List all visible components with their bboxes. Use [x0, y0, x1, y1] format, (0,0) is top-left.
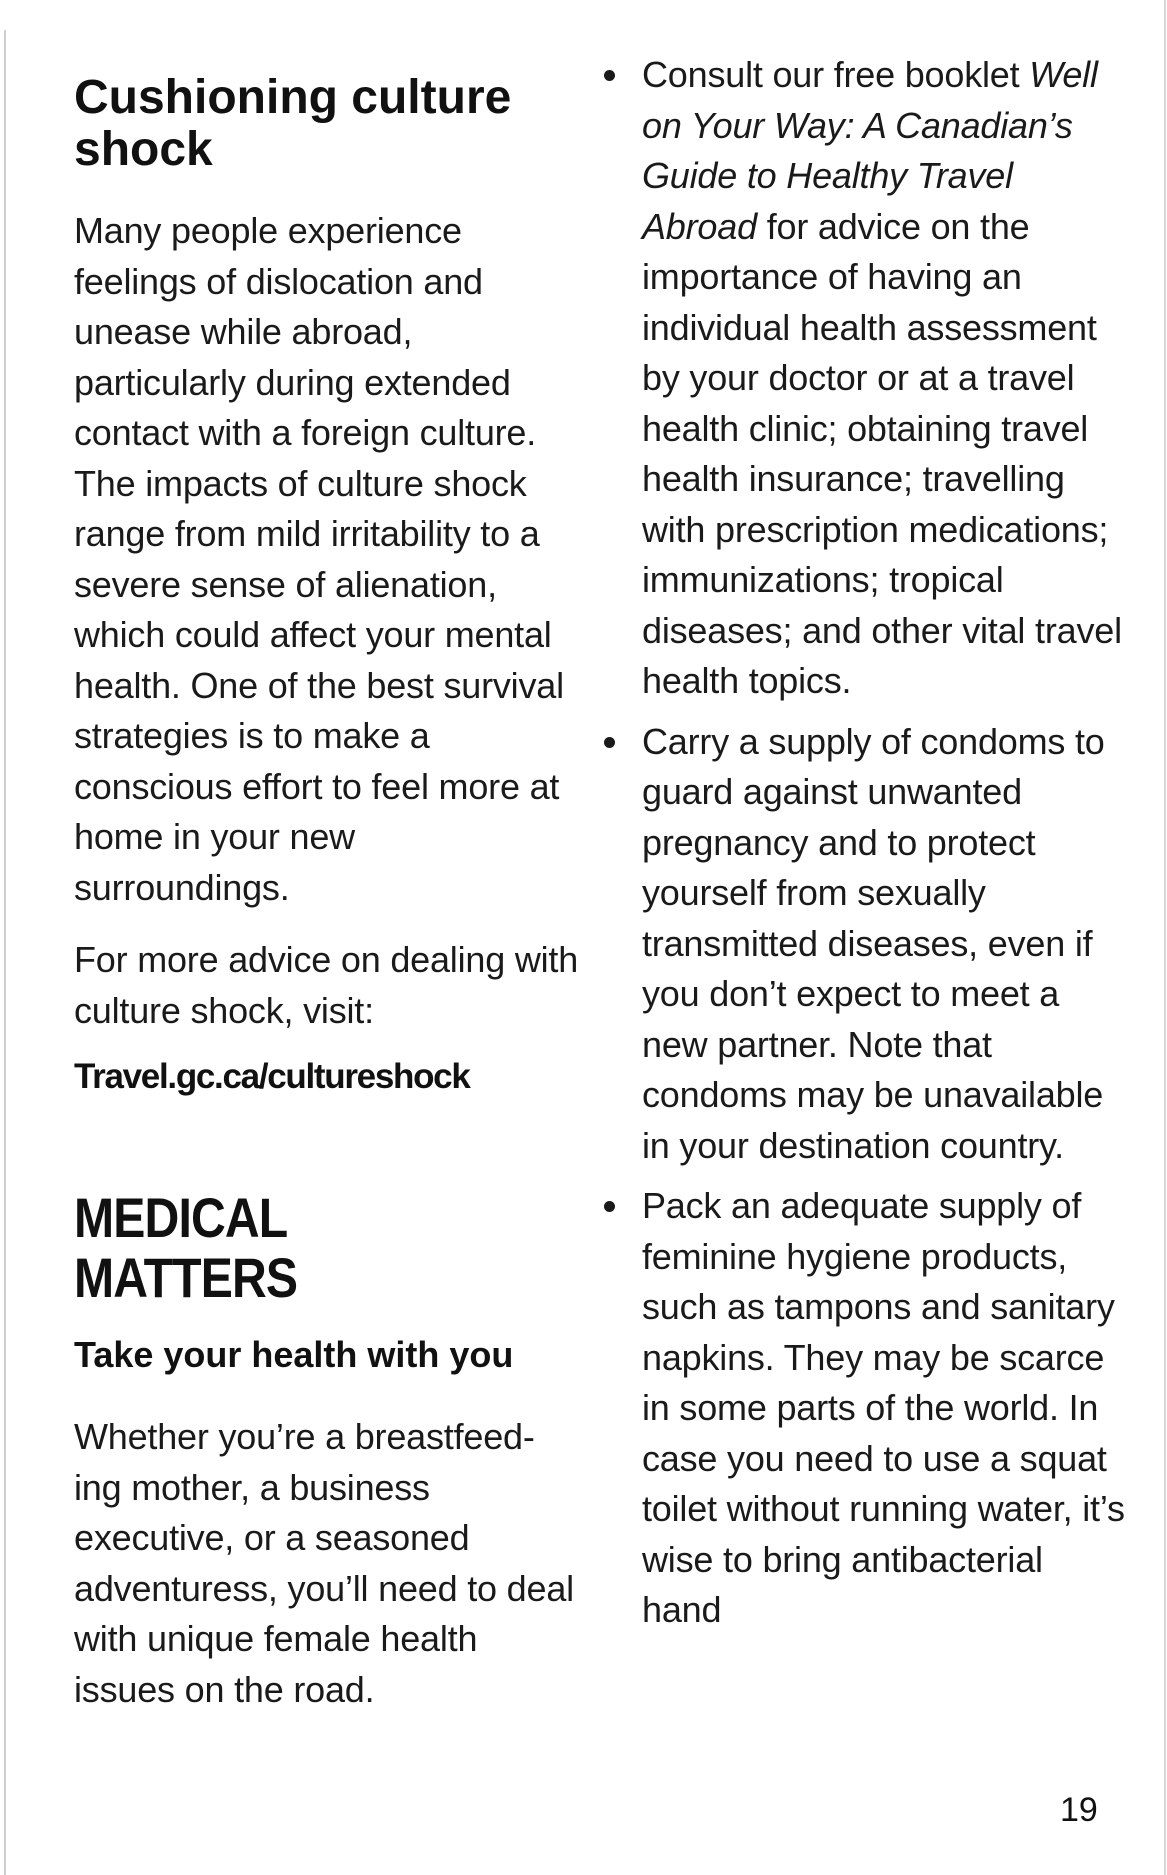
list-item-hygiene — [600, 1181, 1130, 1636]
section-title-culture-shock: Cushioning culture shock — [74, 71, 512, 176]
booklet-title: Well on Your Way: A Canadian’s Guide to Healthy Travel Abroad — [642, 54, 1098, 247]
culture-shock-link[interactable]: Travel.gc.ca/cultureshock — [74, 1057, 470, 1096]
medical-intro-paragraph: Whether you’re a breastfeed-ing mother, a business executive, or a seasoned adventuress, you’ll need to deal with unique female health issues on the road. — [74, 1416, 574, 1710]
bullet-icon — [604, 70, 615, 81]
culture-shock-advice-paragraph: For more advice on dealing with culture shock, visit: — [74, 939, 579, 1031]
hygiene-text: Pack an adequate supply of feminine hygiene products, such as tampons and sanitary napkins. They may be scarce in some parts of the world. In case you need to use a squat toilet without running water, it’s wise to bring antibacterial hand — [642, 1185, 1125, 1630]
page-edge-right — [1164, 0, 1166, 1875]
list-item-booklet — [600, 50, 1130, 707]
bullet-icon — [604, 1201, 615, 1212]
page-number: 19 — [1060, 1791, 1098, 1829]
page-edge-left — [4, 30, 6, 1875]
medical-matters-heading: MEDICAL MATTERS — [74, 1186, 298, 1309]
list-item-condoms — [600, 717, 1130, 1172]
booklet-lead-text: Consult our free booklet — [642, 54, 1030, 95]
right-column — [600, 50, 1130, 1646]
health-tips-list — [600, 50, 1130, 1636]
condoms-text: Carry a supply of condoms to guard against unwanted pregnancy and to protect yourself from sexually transmitted diseases, even if you don’t expect to meet a new partner. Note that condoms may be unavailable in your destination country. — [642, 720, 1105, 1166]
culture-shock-paragraph: Many people experience feelings of dislocation and unease while abroad, particularly during extended contact with a foreign culture. The impacts of culture shock range from mild irritability to a severe sense of alienation, which could affect your mental health. One of the best survival strategies is to make a conscious effort to feel more at home in your new surroundings. — [74, 210, 564, 908]
left-column — [74, 72, 579, 1715]
take-health-subheading: Take your health with you — [74, 1334, 514, 1375]
booklet-rest-text: for advice on the importance of having an individual health assessment by your doctor or at a travel health clinic; obtaining travel health insurance; travelling with prescription medications; immunizations; tropical diseases; and other vital travel health topics. — [642, 205, 1122, 701]
bullet-icon — [604, 737, 615, 748]
